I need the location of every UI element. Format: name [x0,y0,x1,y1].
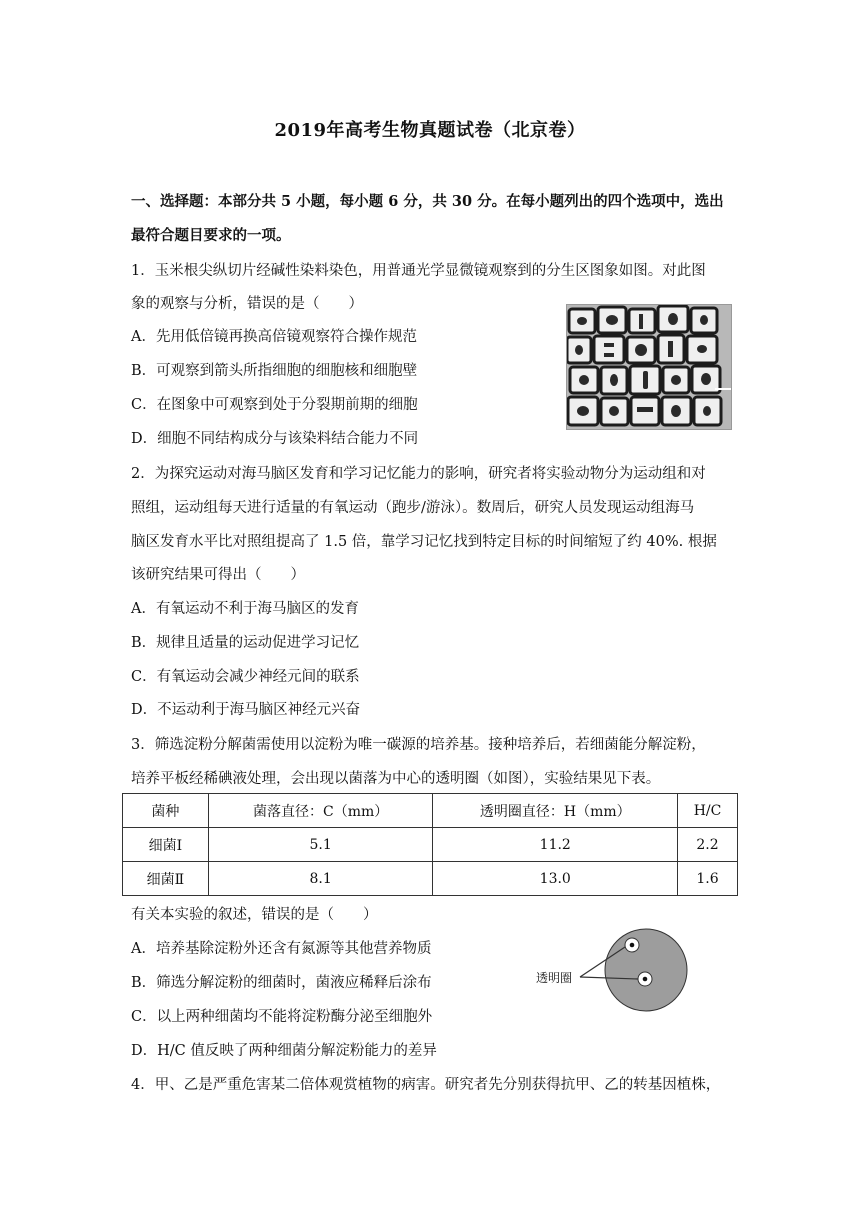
clear-zone-label: 透明圈 [536,971,573,985]
q1-option-a: A．先用低倍镜再换高倍镜观察符合操作规范 [131,329,417,345]
table-header-cell: H/C [678,794,738,828]
table-cell: 1.6 [678,862,738,896]
section-heading-line2: 最符合题目要求的一项。 [131,227,291,244]
q3-option-b: B．筛选分解淀粉的细菌时，菌液应稀释后涂布 [131,975,432,991]
q1-option-d: D．细胞不同结构成分与该染料结合能力不同 [131,431,419,447]
table-row [123,828,738,862]
q1-option-c: C．在图象中可观察到处于分裂期前期的细胞 [131,397,418,413]
table-header-cell: 菌落直径：C（mm） [208,794,433,828]
q3-option-c: C．以上两种细菌均不能将淀粉酶分泌至细胞外 [131,1009,433,1025]
q2-option-a: A．有氧运动不利于海马脑区的发育 [131,601,359,617]
exam-title: 2019年高考生物真题试卷（北京卷） [274,120,586,141]
q1-stem-line1: 1．玉米根尖纵切片经碱性染料染色，用普通光学显微镜观察到的分生区图象如图。对此图 [131,263,706,279]
table-header-cell: 菌种 [123,794,209,828]
q2-option-b: B．规律且适量的运动促进学习记忆 [131,635,360,651]
table-cell: 2.2 [678,828,738,862]
q3-question-stem: 有关本实验的叙述，错误的是（ ） [131,907,378,923]
q4-stem-line1: 4．甲、乙是严重危害某二倍体观赏植物的病害。研究者先分别获得抗甲、乙的转基因植株， [131,1077,721,1093]
q2-stem-line4: 该研究结果可得出（ ） [131,567,305,583]
petri-dish-figure [528,915,693,1031]
q1-stem-line2: 象的观察与分析，错误的是（ ） [131,296,363,312]
table-cell: 13.0 [433,862,678,896]
q3-option-d: D．H/C 值反映了两种细菌分解淀粉能力的差异 [131,1043,437,1059]
table-header-cell: 透明圈直径：H（mm） [433,794,678,828]
results-table [122,793,738,896]
micrograph-image [566,304,732,430]
section-heading-line1: 一、选择题：本部分共 5 小题，每小题 6 分，共 30 分。在每小题列出的四个选项中，选出 [131,193,724,210]
q2-option-c: C．有氧运动会减少神经元间的联系 [131,669,360,685]
table-cell: 细菌Ⅱ [123,862,209,896]
q1-option-b: B．可观察到箭头所指细胞的细胞核和细胞壁 [131,363,418,379]
q2-stem-line2: 照组，运动组每天进行适量的有氧运动（跑步/游泳）。数周后，研究人员发现运动组海马 [131,500,695,516]
table-cell: 5.1 [208,828,433,862]
table-row [123,862,738,896]
q2-option-d: D．不运动利于海马脑区神经元兴奋 [131,702,361,718]
q3-stem-line2: 培养平板经稀碘液处理，会出现以菌落为中心的透明圈（如图），实验结果见下表。 [131,771,661,787]
table-cell: 11.2 [433,828,678,862]
table-header-row [123,794,738,828]
q3-option-a: A．培养基除淀粉外还含有氮源等其他营养物质 [131,941,432,957]
table-cell: 8.1 [208,862,433,896]
q3-stem-line1: 3．筛选淀粉分解菌需使用以淀粉为唯一碳源的培养基。接种培养后，若细菌能分解淀粉， [131,737,706,753]
q2-stem-line3: 脑区发育水平比对照组提高了 1.5 倍，靠学习记忆找到特定目标的时间缩短了约 40%. 根据 [131,534,717,550]
table-cell: 细菌Ⅰ [123,828,209,862]
q2-stem-line1: 2．为探究运动对海马脑区发育和学习记忆能力的影响，研究者将实验动物分为运动组和对 [131,466,706,482]
